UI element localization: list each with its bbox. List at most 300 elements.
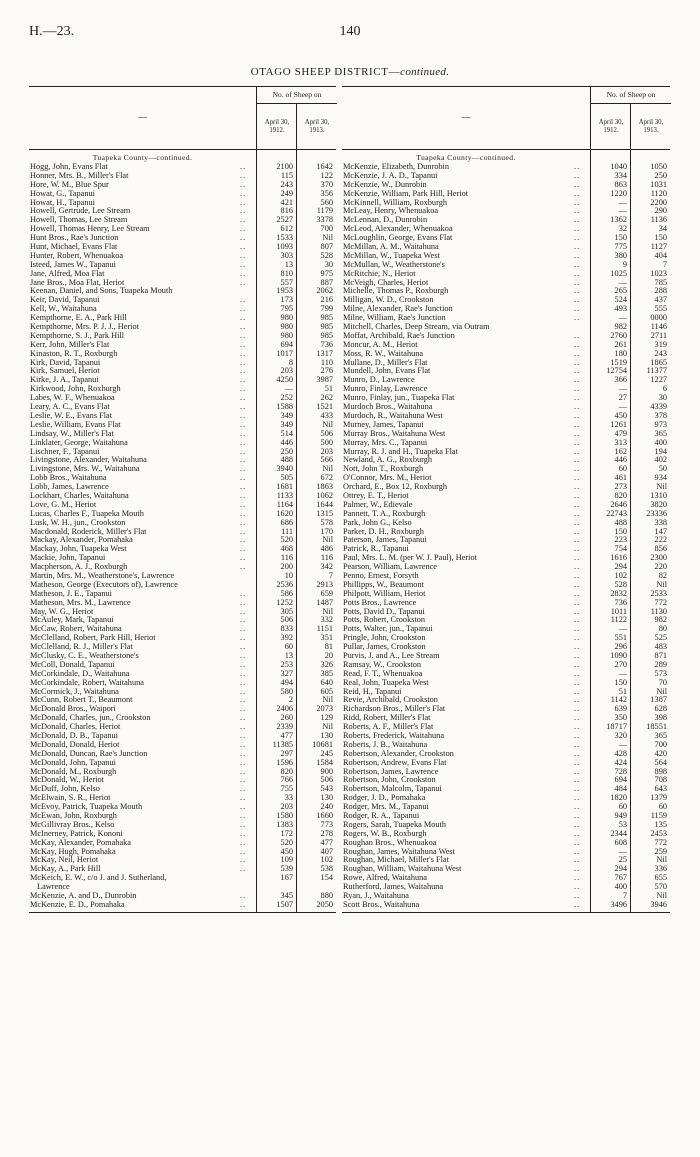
sheep-1912: 173 — [280, 295, 293, 305]
sheep-1913: 0000 — [650, 313, 667, 323]
owner-name: McDonald, Duncan, Rae's Junction — [30, 749, 148, 758]
sheep-1912: 446 — [280, 437, 293, 447]
leader-dots: .. — [574, 704, 581, 714]
sheep-1912: 1017 — [276, 348, 293, 358]
leader-dots: .. — [240, 517, 247, 527]
leader-dots: .. — [240, 766, 247, 776]
owner-name: Murdoch, R., Waitahuna West — [343, 411, 443, 420]
sheep-1912: 10 — [284, 570, 293, 580]
sheep-1912: 539 — [280, 864, 293, 874]
owner-name: Rodger, Mrs. M., Tapanui — [343, 803, 429, 812]
sheep-1913: 2050 — [316, 899, 333, 909]
sheep-1912: 1953 — [276, 286, 293, 296]
table-header — [29, 86, 336, 150]
sheep-1913: 628 — [654, 704, 667, 714]
leader-dots: .. — [574, 490, 581, 500]
sheep-1913: 1863 — [316, 482, 333, 492]
owner-name: Munro, Finlay, jun., Tuapeka Flat — [343, 394, 455, 403]
sheep-1913: 900 — [320, 766, 333, 776]
sheep-1913: 1487 — [316, 597, 333, 607]
sheep-1913: 262 — [320, 393, 333, 403]
leader-dots: .. — [240, 562, 247, 572]
sheep-1912: 13 — [284, 259, 293, 269]
leader-dots: .. — [574, 802, 581, 812]
owner-name: Rutherford, James, Waitahuna — [343, 883, 444, 892]
leader-dots: .. — [240, 677, 247, 687]
sheep-1912: 982 — [614, 322, 627, 332]
leader-dots: .. — [240, 793, 247, 803]
leader-dots: .. — [240, 188, 247, 198]
leader-dots: .. — [240, 642, 247, 652]
owner-name: O'Connor, Mrs. M., Heriot — [343, 474, 432, 483]
sheep-1913: 2300 — [650, 553, 667, 563]
leader-dots: .. — [240, 446, 247, 456]
leader-dots: .. — [240, 277, 247, 287]
table-body — [29, 150, 336, 913]
sheep-1913: 80 — [658, 624, 667, 634]
sheep-1913: 982 — [654, 615, 667, 625]
leader-dots: .. — [574, 437, 581, 447]
sheep-1912: 261 — [614, 339, 627, 349]
leader-dots: .. — [240, 828, 247, 838]
leader-dots: .. — [240, 668, 247, 678]
owner-name: Keir, David, Tapanui — [30, 296, 100, 305]
leader-dots: .. — [240, 473, 247, 483]
sheep-1912: 305 — [280, 606, 293, 616]
sheep-1912: 1093 — [276, 242, 293, 252]
sheep-1912: 2527 — [276, 215, 293, 225]
owner-name: Roughan, William, Waitahuna West — [343, 865, 462, 874]
owner-name: Matheson, Mrs. M., Lawrence — [30, 598, 131, 607]
sheep-1913: 538 — [320, 864, 333, 874]
sheep-1913: 336 — [654, 864, 667, 874]
owner-name: Macdonald, Roderick, Miller's Flat — [30, 527, 147, 536]
leader-dots: .. — [574, 811, 581, 821]
sheep-1913: 130 — [320, 731, 333, 740]
leader-dots: .. — [240, 624, 247, 634]
sheep-1913: Nil — [656, 855, 667, 865]
sheep-1912: 12754 — [606, 366, 627, 376]
sheep-1913: 338 — [654, 517, 667, 527]
sheep-1913: 543 — [320, 784, 333, 794]
sheep-1913: 2913 — [316, 579, 333, 589]
sheep-1912: — — [284, 384, 293, 394]
sheep-1913: 975 — [320, 268, 333, 278]
sheep-1913: 326 — [320, 659, 333, 669]
leader-dots: .. — [240, 633, 247, 643]
owner-name: McCorkindale, Robert, Waitahuna — [30, 678, 144, 687]
sheep-1913: 2453 — [650, 828, 667, 838]
leader-dots: .. — [240, 722, 247, 732]
leader-dots: .. — [574, 508, 581, 518]
sheep-1913: 564 — [654, 757, 667, 767]
leader-dots: .. — [240, 811, 247, 821]
leader-dots: .. — [240, 659, 247, 669]
sheep-1912: 265 — [614, 286, 627, 296]
leader-dots: .. — [574, 357, 581, 367]
sheep-1912: 8 — [288, 357, 293, 367]
sheep-1913: 486 — [320, 544, 333, 554]
leader-dots: .. — [574, 748, 581, 758]
sheep-1913: 1179 — [316, 206, 333, 216]
sheep-1913: 245 — [320, 748, 333, 758]
sheep-1913: 1023 — [650, 268, 667, 278]
owner-name: McLeod, Alexander, Whenuakoa — [343, 225, 453, 234]
owner-name: Scott Bros., Waitahuna — [343, 900, 420, 909]
owner-name: Rogers, Sarah, Tuapeka Mouth — [343, 820, 447, 829]
header-col-1913-label: April 30, 1913. — [638, 118, 664, 134]
table-row — [342, 901, 670, 910]
leader-dots: .. — [240, 162, 247, 171]
sheep-1912: 334 — [614, 170, 627, 180]
owner-name: Roberts, J. B., Waitahuna — [343, 740, 428, 749]
leader-dots: .. — [240, 437, 247, 447]
sheep-1912: 2646 — [610, 499, 627, 509]
owner-name: Kell, W., Waitahuna — [30, 305, 97, 314]
owner-name: Potts Bros., Lawrence — [343, 598, 417, 607]
owner-name: Paterson, James, Tapanui — [343, 536, 427, 545]
owner-name: McCunn, Robert T., Beaumont — [30, 696, 133, 705]
owner-name: McCormick, J., Waitahuna — [30, 687, 119, 696]
sheep-1912: — — [618, 197, 627, 207]
sheep-1913: 51 — [324, 384, 333, 394]
sheep-1913: 700 — [320, 224, 333, 234]
sheep-1913: 332 — [320, 615, 333, 625]
sheep-1913: 250 — [654, 170, 667, 180]
leader-dots: .. — [574, 295, 581, 305]
leader-dots: .. — [240, 197, 247, 207]
owner-name: McKenzie, Elizabeth, Dunrobin — [343, 163, 449, 171]
owner-name: McKay, Neil, Heriot — [30, 856, 99, 865]
sheep-1913: 1146 — [650, 322, 667, 332]
sheep-1912: 775 — [614, 242, 627, 252]
leader-dots: .. — [240, 695, 247, 705]
sheep-1913: 50 — [658, 464, 667, 474]
sheep-1912: 1616 — [610, 553, 627, 563]
owner-name: Purvis, J. and A., Lee Stream — [343, 651, 440, 660]
sheep-1913: 2062 — [316, 286, 333, 296]
sheep-1912: 520 — [280, 837, 293, 847]
sheep-1912: 1220 — [610, 188, 627, 198]
sheep-1913: 290 — [654, 206, 667, 216]
sheep-1913: 1584 — [316, 757, 333, 767]
owner-name: Roughan Bros., Whenuakoa — [343, 838, 437, 847]
leader-dots: .. — [574, 562, 581, 572]
table-row — [29, 901, 336, 910]
sheep-1913: Nil — [322, 606, 333, 616]
leader-dots: .. — [240, 891, 247, 901]
leader-dots: .. — [574, 855, 581, 865]
section-heading: Tuapeka County—continued. — [92, 153, 193, 162]
owner-name: Munro, Finlay, Lawrence — [343, 385, 428, 394]
header-name-dash: — — [138, 112, 147, 122]
leader-dots: .. — [574, 695, 581, 705]
table-row — [29, 874, 336, 883]
sheep-1912: 366 — [614, 375, 627, 385]
leader-dots: .. — [574, 650, 581, 660]
owner-name: Murray, R. J. and H., Tuapeka Flat — [343, 447, 458, 456]
sheep-1913: 856 — [654, 544, 667, 554]
leader-dots: .. — [240, 250, 247, 260]
sheep-1912: 468 — [280, 544, 293, 554]
leader-dots: .. — [574, 597, 581, 607]
leader-dots: .. — [574, 713, 581, 723]
sheep-1912: 1820 — [610, 793, 627, 803]
sheep-1912: 22743 — [606, 508, 627, 518]
title-continued: continued. — [400, 66, 450, 78]
sheep-1912: 1142 — [610, 695, 627, 705]
leader-dots: .. — [574, 188, 581, 198]
leader-dots: .. — [240, 224, 247, 234]
sheep-1913: 659 — [320, 588, 333, 598]
leader-dots: .. — [240, 606, 247, 616]
owner-name: Nott, John T., Roxburgh — [343, 465, 424, 474]
sheep-1913: 506 — [320, 775, 333, 785]
sheep-1912: 349 — [280, 410, 293, 420]
leader-dots: .. — [574, 233, 581, 243]
leader-dots: .. — [574, 330, 581, 340]
sheep-1913: Nil — [322, 695, 333, 705]
column-divider — [630, 150, 631, 913]
leader-dots: .. — [240, 490, 247, 500]
leader-dots: .. — [240, 348, 247, 358]
sheep-1913: 400 — [654, 437, 667, 447]
sheep-1912: 1133 — [276, 490, 293, 500]
owner-name: Ottrey, E. T., Heriot — [343, 491, 409, 500]
owner-name: McKay, A., Park Hill — [30, 865, 101, 874]
leader-dots: .. — [574, 393, 581, 403]
sheep-1913: 30 — [324, 259, 333, 269]
owner-name: McColl, Donald, Tapanui — [30, 660, 115, 669]
owner-name: Love, G. M., Heriot — [30, 500, 97, 509]
table-bottom-rule — [29, 912, 336, 913]
owner-name: McLennan, D., Dunrobin — [343, 216, 428, 225]
sheep-1912: 612 — [280, 224, 293, 234]
leader-dots: .. — [574, 464, 581, 474]
sheep-1913: 1317 — [316, 348, 333, 358]
owner-name: Lobb Bros., Waitahuna — [30, 474, 107, 483]
owner-name: Jane, Alfred, Moa Flat — [30, 269, 105, 278]
header-col-1913-label: April 30, 1913. — [304, 118, 330, 134]
sheep-1912: 11385 — [272, 739, 293, 749]
sheep-1913: 70 — [658, 677, 667, 687]
owner-name: Read, F. T., Whenuakoa — [343, 669, 423, 678]
owner-name: McLoughlin, George, Evans Flat — [343, 234, 453, 243]
owner-name: Labes, W. F., Whenuakoa — [30, 394, 115, 403]
leader-dots: .. — [574, 864, 581, 874]
sheep-1912: 3496 — [610, 899, 627, 909]
owner-name: Lobb, James, Lawrence — [30, 483, 109, 492]
sheep-1912: 2 — [288, 695, 293, 705]
sheep-1912: 1681 — [276, 482, 293, 492]
column-divider — [590, 150, 591, 913]
owner-name: McKay, Alexander, Pomahaka — [30, 838, 131, 847]
table-row — [342, 252, 670, 261]
sheep-1912: 1596 — [276, 757, 293, 767]
owner-name: Keenan, Daniel, and Sons, Tuapeka Mouth — [30, 287, 173, 296]
leader-dots: .. — [574, 846, 581, 856]
leader-dots — [238, 874, 256, 883]
sheep-1912: 109 — [280, 855, 293, 865]
sheep-1912: 1040 — [610, 162, 627, 171]
leader-dots: .. — [574, 313, 581, 323]
owner-name: Lockhart, Charles, Waitahuna — [30, 491, 129, 500]
sheep-1912: 111 — [281, 526, 293, 536]
sheep-1913: 807 — [320, 242, 333, 252]
leader-dots: .. — [574, 446, 581, 456]
owner-name: Milligan, W. D., Crookston — [343, 296, 434, 305]
sheep-1912: 767 — [614, 873, 627, 883]
owner-name: Moffat, Archibald, Rae's Junction — [343, 331, 455, 340]
sheep-1913: 528 — [320, 250, 333, 260]
owner-name: Howell, Thomas Henry, Lee Stream — [30, 225, 150, 234]
sheep-1913: 4339 — [650, 402, 667, 412]
sheep-1912: 421 — [280, 197, 293, 207]
sheep-1912: 820 — [280, 766, 293, 776]
sheep-1912: 493 — [614, 304, 627, 314]
owner-name: Mitchell, Charles, Deep Stream, via Outram — [343, 323, 490, 332]
leader-dots: .. — [240, 419, 247, 429]
owner-name: McInerney, Patrick, Kononi — [30, 829, 123, 838]
owner-name: McDuff, John, Kelso — [30, 785, 100, 794]
owner-name: Isteed, James W., Tapanui — [30, 260, 116, 269]
sheep-1913: 2200 — [650, 197, 667, 207]
sheep-1912: 477 — [280, 731, 293, 740]
header-col-1913 — [630, 104, 671, 149]
sheep-1913: 170 — [320, 526, 333, 536]
sheep-1913: 319 — [654, 339, 667, 349]
sheep-1913: 81 — [324, 642, 333, 652]
owner-name: Livingstone, Alexander, Waitahuna — [30, 456, 147, 465]
leader-dots: .. — [574, 179, 581, 189]
leader-dots: .. — [574, 624, 581, 634]
header-col-1913 — [296, 104, 337, 149]
sheep-1913: 880 — [320, 891, 333, 901]
owner-name: Murney, James, Tapanui — [343, 420, 424, 429]
leader-dots: .. — [574, 606, 581, 616]
sheep-1912: 520 — [280, 535, 293, 545]
owner-name: Lawrence — [37, 883, 70, 892]
sheep-1913: 433 — [320, 410, 333, 420]
leader-dots: .. — [574, 304, 581, 314]
sheep-1912: 380 — [614, 250, 627, 260]
sheep-1912: 313 — [614, 437, 627, 447]
leader-dots: .. — [574, 686, 581, 696]
sheep-1913: 934 — [654, 473, 667, 483]
sheep-1912: 1383 — [276, 819, 293, 829]
leader-dots: .. — [240, 802, 247, 812]
sheep-1913: 700 — [654, 739, 667, 749]
sheep-1912: 27 — [618, 393, 627, 403]
sheep-1912: 60 — [618, 464, 627, 474]
sheep-1912: 1588 — [276, 402, 293, 412]
sheep-1912: 736 — [614, 597, 627, 607]
leader-dots: .. — [574, 775, 581, 785]
owner-name: Lucas, Charles F., Tuapeka Mouth — [30, 509, 144, 518]
sheep-1913: 402 — [654, 455, 667, 465]
sheep-1913: 560 — [320, 197, 333, 207]
sheep-1913: 203 — [320, 446, 333, 456]
sheep-1913: 1642 — [316, 162, 333, 171]
sheep-1912: 25 — [618, 855, 627, 865]
sheep-1912: 1519 — [610, 357, 627, 367]
owner-name: Pullar, James, Crookston — [343, 643, 426, 652]
owner-name: Pannett, T. A., Roxburgh — [343, 509, 426, 518]
sheep-1913: 1660 — [316, 811, 333, 821]
sheep-1912: — — [618, 624, 627, 634]
sheep-1912: 392 — [280, 633, 293, 643]
sheep-1912: 424 — [614, 757, 627, 767]
owner-name: McDonald Bros., Waipori — [30, 705, 116, 714]
sheep-1913: 398 — [654, 713, 667, 723]
sheep-1913: 116 — [320, 553, 333, 563]
sheep-1913: Nil — [322, 722, 333, 732]
leader-dots: .. — [574, 375, 581, 385]
sheep-1913: 10681 — [312, 739, 333, 749]
sheep-1912: 484 — [614, 784, 627, 794]
owner-name: McVeigh, Charles, Heriot — [343, 278, 429, 287]
owner-name: Kinaston, R. T., Roxburgh — [30, 349, 118, 358]
sheep-1912: 243 — [280, 179, 293, 189]
leader-dots: .. — [574, 588, 581, 598]
sheep-1912: 9 — [622, 259, 627, 269]
leader-dots: .. — [240, 304, 247, 314]
sheep-1912: 327 — [280, 668, 293, 678]
sheep-1912: 816 — [280, 206, 293, 216]
leader-dots: .. — [240, 553, 247, 563]
owner-name: Howat, G., Tapanui — [30, 189, 95, 198]
sheep-1912: 450 — [280, 846, 293, 856]
owner-name: Kempthorne, E. A., Park Hill — [30, 314, 127, 323]
owner-name: Roughan, Michael, Miller's Flat — [343, 856, 449, 865]
sheep-1913: 1130 — [650, 606, 667, 616]
sheep-1913: 135 — [654, 819, 667, 829]
owner-name: May, W. G., Heriot — [30, 607, 94, 616]
sheep-1912: 795 — [280, 304, 293, 314]
sheep-1913: 985 — [320, 330, 333, 340]
sheep-1912: 980 — [280, 322, 293, 332]
leader-dots: .. — [574, 268, 581, 278]
sheep-1912: 494 — [280, 677, 293, 687]
leader-dots: .. — [240, 615, 247, 625]
owner-name: Roberts, A. F., Miller's Flat — [343, 723, 434, 732]
sheep-1912: 1533 — [276, 233, 293, 243]
leader-dots: .. — [574, 891, 581, 901]
sheep-1913: Nil — [322, 464, 333, 474]
sheep-1912: 820 — [614, 490, 627, 500]
leader-dots: .. — [574, 828, 581, 838]
owner-name: Reid, H., Tapanui — [343, 687, 402, 696]
sheep-1913: Nil — [322, 419, 333, 429]
leader-dots: .. — [240, 268, 247, 278]
sheep-1913: 1521 — [316, 402, 333, 412]
owner-name: McDonald, Donald, Heriot — [30, 740, 120, 749]
owner-name: Hunt Bros., Rae's Junction — [30, 234, 119, 243]
sheep-1912: 250 — [280, 446, 293, 456]
owner-name: Hunter, Robert, Whenuakoa — [30, 251, 124, 260]
leader-dots: .. — [240, 410, 247, 420]
leader-dots: .. — [574, 535, 581, 545]
leader-dots: .. — [240, 215, 247, 225]
sheep-1912: 505 — [280, 473, 293, 483]
sheep-1913: Nil — [656, 579, 667, 589]
owner-name: Mackie, John, Tapanui — [30, 554, 106, 563]
owner-name: Phillipps, W., Beaumont — [343, 580, 424, 589]
sheep-1912: 488 — [280, 455, 293, 465]
owner-name: Milne, Alexander, Rae's Junction — [343, 305, 453, 314]
sheep-1913: 1151 — [316, 624, 333, 634]
sheep-1912: 116 — [280, 553, 293, 563]
